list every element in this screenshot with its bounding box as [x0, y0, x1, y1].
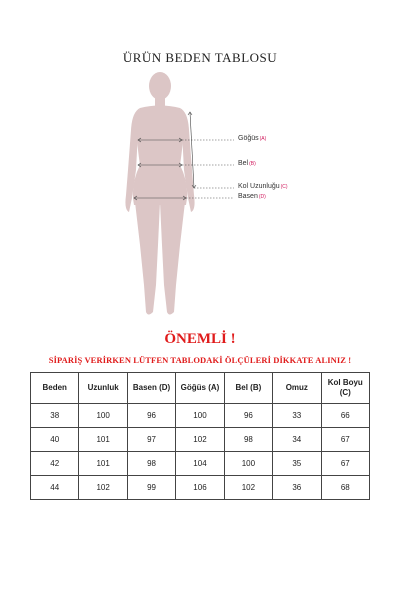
table-cell: 96	[224, 404, 272, 428]
table-cell: 98	[224, 428, 272, 452]
size-table	[30, 372, 370, 500]
table-cell: 102	[79, 476, 127, 500]
header-shoulder: Omuz	[273, 373, 321, 404]
measure-label-hip: Basen(D)	[238, 193, 266, 200]
table-cell: 34	[273, 428, 321, 452]
measure-label-sleeve-length: Kol Uzunluğu(C)	[238, 183, 288, 190]
table-cell: 67	[321, 452, 369, 476]
table-cell: 97	[127, 428, 175, 452]
table-cell: 66	[321, 404, 369, 428]
header-hip: Basen (D)	[127, 373, 175, 404]
order-notice: SİPARİŞ VERİRKEN LÜTFEN TABLODAKİ ÖLÇÜLERİ DİKKATE ALINIZ !	[48, 355, 352, 365]
table-row	[31, 452, 370, 476]
header-length: Uzunluk	[79, 373, 127, 404]
measure-label-waist: Bel(B)	[238, 160, 256, 167]
table-cell: 96	[127, 404, 175, 428]
measure-label-chest: Göğüs(A)	[238, 135, 267, 142]
table-cell: 67	[321, 428, 369, 452]
table-row	[31, 476, 370, 500]
header-sleeve-length: Kol Boyu (C)	[321, 373, 369, 404]
table-cell: 44	[31, 476, 79, 500]
table-cell: 101	[79, 452, 127, 476]
table-cell: 36	[273, 476, 321, 500]
table-cell: 68	[321, 476, 369, 500]
table-cell: 106	[176, 476, 224, 500]
page-title: ÜRÜN BEDEN TABLOSU	[122, 50, 278, 65]
table-cell: 100	[224, 452, 272, 476]
table-cell: 100	[176, 404, 224, 428]
table-cell: 42	[31, 452, 79, 476]
table-header-row	[31, 373, 370, 404]
header-chest: Göğüs (A)	[176, 373, 224, 404]
table-cell: 104	[176, 452, 224, 476]
table-cell: 100	[79, 404, 127, 428]
table-cell: 102	[176, 428, 224, 452]
table-cell: 98	[127, 452, 175, 476]
table-cell: 38	[31, 404, 79, 428]
table-cell: 40	[31, 428, 79, 452]
table-cell: 33	[273, 404, 321, 428]
table-row	[31, 428, 370, 452]
table-cell: 99	[127, 476, 175, 500]
table-cell: 101	[79, 428, 127, 452]
important-heading: ÖNEMLİ !	[164, 331, 236, 347]
body-silhouette-diagram	[110, 70, 290, 325]
header-size: Beden	[31, 373, 79, 404]
header-waist: Bel (B)	[224, 373, 272, 404]
table-row	[31, 404, 370, 428]
table-cell: 102	[224, 476, 272, 500]
table-cell: 35	[273, 452, 321, 476]
